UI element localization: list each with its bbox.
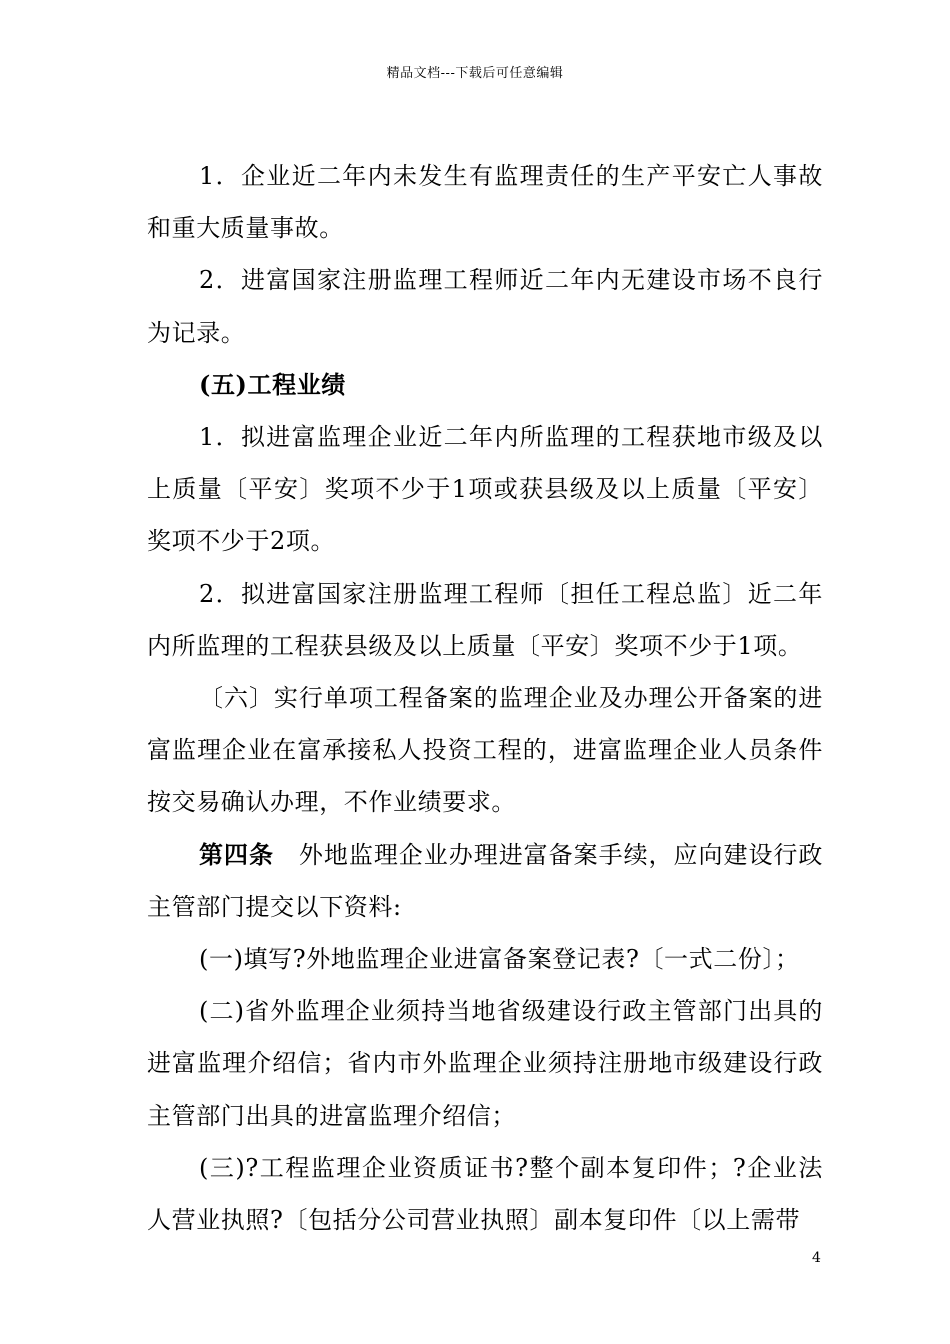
paragraph-city-award: 1．拟进富监理企业近二年内所监理的工程获地市级及以上质量〔平安〕奖项不少于1项或获县级及以上质量〔平安〕奖项不少于2项。 [147,423,823,556]
article-label: 第四条 [199,839,274,869]
paragraph-county-award: 2．拟进富国家注册监理工程师〔担任工程总监〕近二年内所监理的工程获县级及以上质量〔平安〕奖项不少于1项。 [147,579,823,660]
paragraph-no-bad-record: 2．进富国家注册监理工程师近二年内无建设市场不良行为记录。 [147,266,823,347]
paragraph-single-project: 〔六〕实行单项工程备案的监理企业及办理公开备案的进富监理企业在富承接私人投资工程的，进富监理企业人员条件按交易确认办理，不作业绩要求。 [147,684,823,817]
section-heading-performance: (五)工程业绩 [199,369,346,399]
page-number: 4 [812,1250,821,1266]
page-header: 精品文档---下载后可任意编辑 [386,66,564,81]
paragraph-no-accident: 1．企业近二年内未发生有监理责任的生产平安亡人事故和重大质量事故。 [147,162,823,243]
article-text: 外地监理企业办理进富备案手续，应向建设行政主管部门提交以下资料: [147,840,823,921]
document-body [147,150,823,1246]
paragraph-article-four [147,829,823,933]
paragraph-form-item: (一)填写?外地监理企业进富备案登记表?〔一式二份〕； [199,945,800,974]
paragraph-letter-item: (二)省外监理企业须持当地省级建设行政主管部门出具的进富监理介绍信；省内市外监理企业须持注册地市级建设行政主管部门出具的进富监理介绍信； [147,997,823,1130]
paragraph-certificate-item: (三)?工程监理企业资质证书?整个副本复印件；?企业法人营业执照?〔包括分公司营业执照〕副本复印件〔以上需带 [147,1153,823,1235]
